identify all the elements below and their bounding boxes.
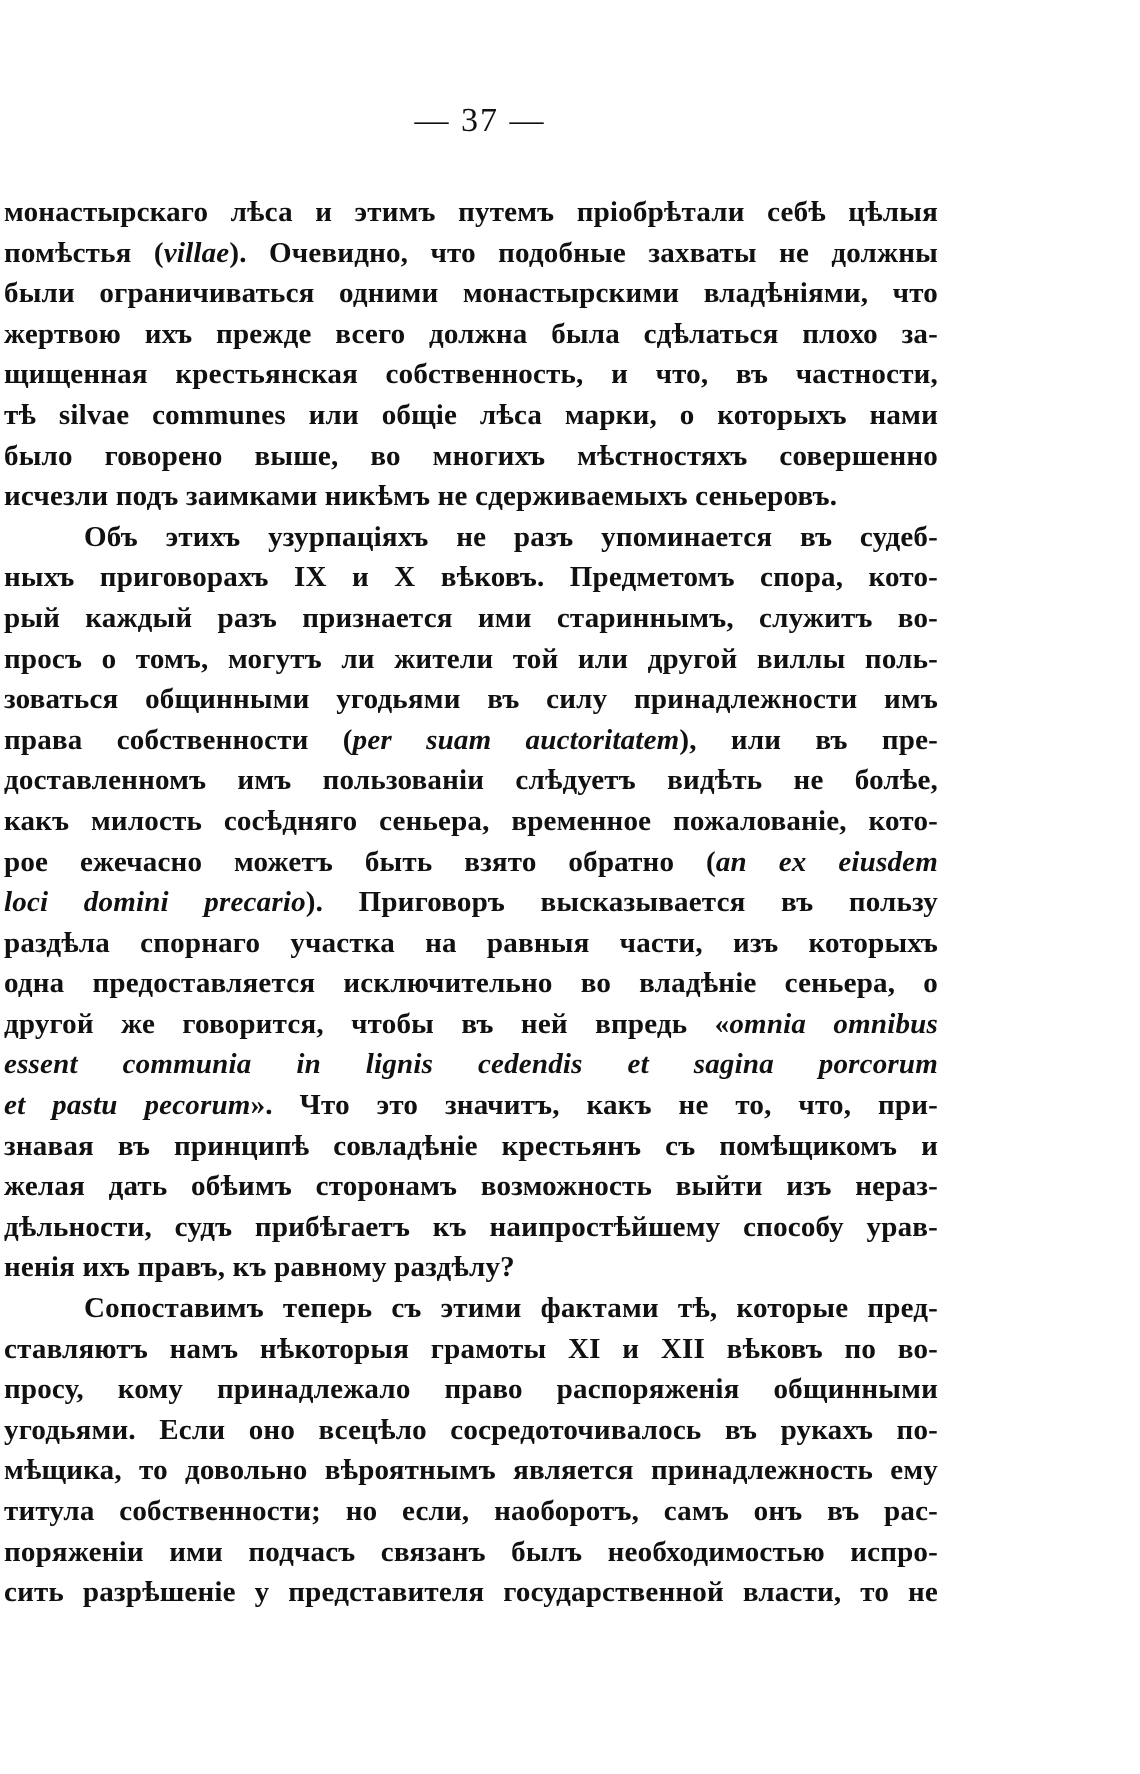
text-line: поряженіи ими подчасъ связанъ былъ необходимостью испро-	[4, 1535, 938, 1568]
latin-quote: villae	[163, 236, 230, 269]
text-line: дѣльности, судъ прибѣгаетъ къ наипростѣйшему способу урав-	[4, 1210, 938, 1243]
text-span: ), или въ пре-	[679, 723, 939, 756]
text-line: знавая въ принципѣ совладѣніе крестьянъ съ помѣщикомъ и	[4, 1129, 938, 1162]
text-line: сить разрѣшеніе у представителя государственной власти, то не	[4, 1576, 938, 1609]
text-span: ). Приговоръ высказывается въ пользу	[305, 886, 938, 919]
text-span: права собственности (	[4, 723, 353, 756]
text-line	[4, 1004, 938, 1045]
text-line	[4, 720, 938, 761]
text-line: было говорено выше, во многихъ мѣстностяхъ совершенно	[4, 439, 938, 472]
text-line: доставленномъ имъ пользованіи слѣдуетъ видѣть не болѣе,	[4, 764, 938, 797]
latin-quote: loci domini precario	[4, 886, 306, 919]
text-line: мѣщика, то довольно вѣроятнымъ является принадлежность ему	[4, 1454, 938, 1487]
text-line: просу, кому принадлежало право распоряженія общинными	[4, 1373, 938, 1406]
latin-quote: omnia omnibus	[729, 1007, 938, 1040]
text-line: ныхъ приговорахъ IX и X вѣковъ. Предметомъ спора, кото-	[4, 561, 938, 594]
text-line: просъ о томъ, могутъ ли жители той или другой виллы поль-	[4, 642, 938, 675]
text-line: титула собственности; но если, наоборотъ, самъ онъ въ рас-	[4, 1495, 938, 1527]
text-line: монастырскаго лѣса и этимъ путемъ пріобрѣтали себѣ цѣлыя	[4, 196, 938, 228]
text-line: раздѣла спорнаго участка на равныя части, изъ которыхъ	[4, 926, 938, 959]
text-line: жертвою ихъ прежде всего должна была сдѣлаться плохо за-	[4, 317, 938, 350]
text-line	[4, 882, 938, 923]
latin-quote: et pastu pecorum	[4, 1089, 251, 1122]
text-line: щищенная крестьянская собственность, и что, въ частности,	[4, 358, 938, 391]
text-line: ставляютъ намъ нѣкоторыя грамоты XI и XII вѣковъ по во-	[4, 1332, 938, 1365]
text-span: другой же говорится, чтобы въ ней впредь «	[4, 1007, 730, 1040]
text-line	[4, 1085, 938, 1126]
text-line: были ограничиваться одними монастырскими владѣніями, что	[4, 277, 938, 310]
text-line: Сопоставимъ теперь съ этими фактами тѣ, которые пред-	[84, 1292, 938, 1325]
text-line: Объ этихъ узурпаціяхъ не разъ упоминается въ судеб-	[84, 520, 938, 553]
page-text	[4, 192, 938, 1613]
text-line: угодьями. Если оно всецѣло сосредоточивалось въ рукахъ по-	[4, 1413, 938, 1446]
text-line: зоваться общинными угодьями въ силу принадлежности имъ	[4, 683, 938, 716]
latin-quote: essent communia in lignis cedendis et sagina porcorum	[4, 1048, 938, 1081]
text-line	[4, 842, 938, 883]
latin-quote: per suam auctoritatem	[352, 723, 680, 756]
text-line: рый каждый разъ признается ими стариннымъ, служитъ во-	[4, 601, 938, 634]
text-span: рое ежечасно можетъ быть взято обратно (	[4, 845, 716, 878]
text-line: тѣ silvae communes или общіе лѣса марки, о которыхъ нами	[4, 398, 938, 431]
text-line: ненія ихъ правъ, къ равному раздѣлу?	[4, 1251, 515, 1284]
page-number: — 37 —	[414, 102, 546, 139]
text-line: исчезли подъ заимками никѣмъ не сдерживаемыхъ сеньеровъ.	[4, 480, 838, 513]
text-line	[4, 233, 938, 274]
text-span: ». Что это значитъ, какъ не то, что, при-	[250, 1089, 938, 1122]
text-line: одна предоставляется исключительно во владѣніе сеньера, о	[4, 967, 938, 1000]
text-span: ). Очевидно, что подобные захваты не должны	[229, 236, 938, 269]
text-line: желая дать обѣимъ сторонамъ возможность выйти изъ нераз-	[4, 1170, 938, 1203]
text-line	[4, 1044, 938, 1085]
text-span: помѣстья (	[4, 236, 164, 269]
latin-quote: an ex eiusdem	[715, 845, 938, 878]
text-line: какъ милость сосѣдняго сеньера, временное пожалованіе, кото-	[4, 804, 938, 837]
